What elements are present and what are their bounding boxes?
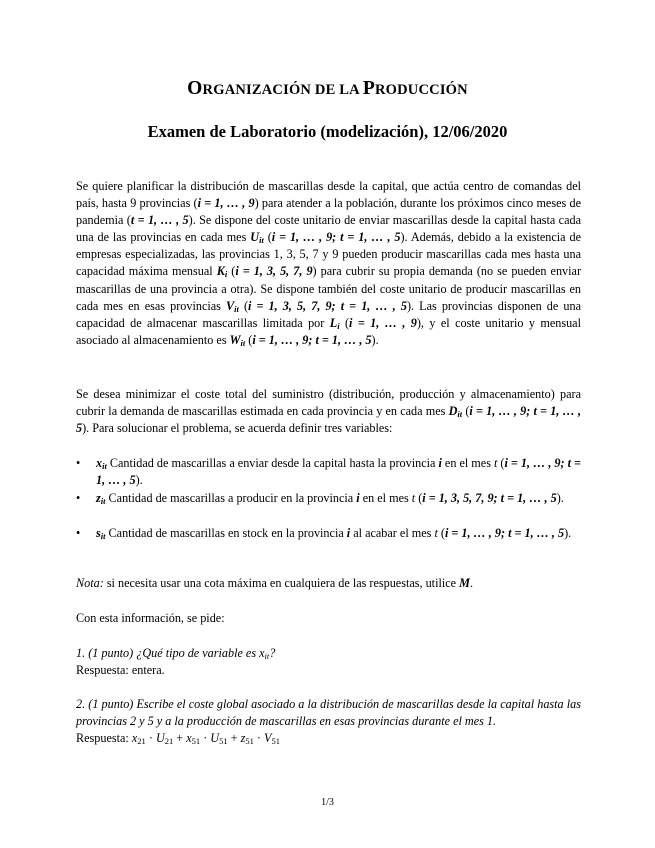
document-title: [0, 78, 655, 100]
objective-paragraph: Se desea minimizar el coste total del suministro (distribución, producción y almacenamiento) para cubrir la demanda de mascarillas estimada en cada provincia y en cada mes $D_{it}$ (i = 1, … , 9; t = 1, … , 5). Para solucionar el problema, se acuerda definir tres variables:: [76, 387, 581, 436]
title-smallcaps: RODUCCIÓN: [374, 82, 468, 98]
title-cap: P: [362, 78, 375, 99]
question-1: 1. (1 punto) ¿Qué tipo de variable es $x_{it}$? Respuesta: entera.: [76, 646, 276, 678]
list-item: • $z_{it}$ Cantidad de mascarillas a producir en la provincia i en el mes t (i = 1, 3, 5, 7, 9; t = 1, … , 5).: [76, 491, 564, 506]
page-number: 1/3: [321, 797, 334, 808]
question-2: 2. (1 punto) Escribe el coste global asociado a la distribución de mascarillas desde la capital hasta las provincias 2 y 5 y a la producción de mascarillas en esas provincias durante el mes 1. Respuesta: $x_{21} \cdot U_{21} + x_{51} \cdot U_{51} + z_{51} \cdot V_{51}$: [76, 697, 581, 747]
answer-2: Respuesta: $x_{21} \cdot U_{21} + x_{51} \cdot U_{51} + z_{51} \cdot V_{51}$: [76, 731, 280, 747]
list-item: • $s_{it}$ Cantidad de mascarillas en stock en la provincia i al acabar el mes t (i = 1, … , 9; t = 1, … , 5).: [76, 526, 572, 541]
intro-paragraph: Se quiere planificar la distribución de mascarillas desde la capital, que actúa centro de comandas del país, hasta 9 provincias (i = 1, … , 9) para atender a la población, durante los próximos cinco meses de pandemia (t = 1, … , 5). Se dispone del coste unitario de enviar mascarillas desde la capital hasta cada una de las provincias en cada mes $U_{it}$ (i = 1, … , 9; t = 1, … , 5). Además, debido a la existencia de empresas especializadas, las provincias 1, 3, 5, 7 y 9 pueden producir mascarillas cada mes hasta una capacidad máxima mensual $K_i$ (i = 1, 3, 5, 7, 9) para cubrir su propia demanda (no se pueden enviar mascarillas de una provincia a otra). Se dispone también del coste unitario de producir mascarillas en cada mes en esas provincias $V_{it}$ (i = 1, 3, 5, 7, 9; t = 1, … , 5). Las provincias disponen de una capacidad de almacenar mascarillas limitada por $L_i$ (i = 1, … , 9), y el coste unitario y mensual asociado al almacenamiento es $W_{it}$ (i = 1, … , 9; t = 1, … , 5).: [76, 179, 582, 348]
bullet-icon: •: [76, 526, 81, 540]
title-smallcaps: RGANIZACIÓN DE LA: [202, 82, 363, 98]
document-subtitle: Examen de Laboratorio (modelización), 12/06/2020: [147, 122, 508, 141]
bullet-icon: •: [76, 456, 81, 470]
list-item: • $x_{it}$ Cantidad de mascarillas a enviar desde la capital hasta la provincia i en el mes t (i = 1, … , 9; t = 1, … , 5).: [76, 456, 582, 488]
note-paragraph: Nota: si necesita usar una cota máxima en cualquiera de las respuestas, utilice M.: [76, 576, 473, 590]
bullet-icon: •: [76, 491, 81, 505]
prompt-text: Con esta información, se pide:: [76, 611, 225, 625]
answer-1: Respuesta: entera.: [76, 663, 165, 678]
title-cap: O: [187, 78, 203, 99]
